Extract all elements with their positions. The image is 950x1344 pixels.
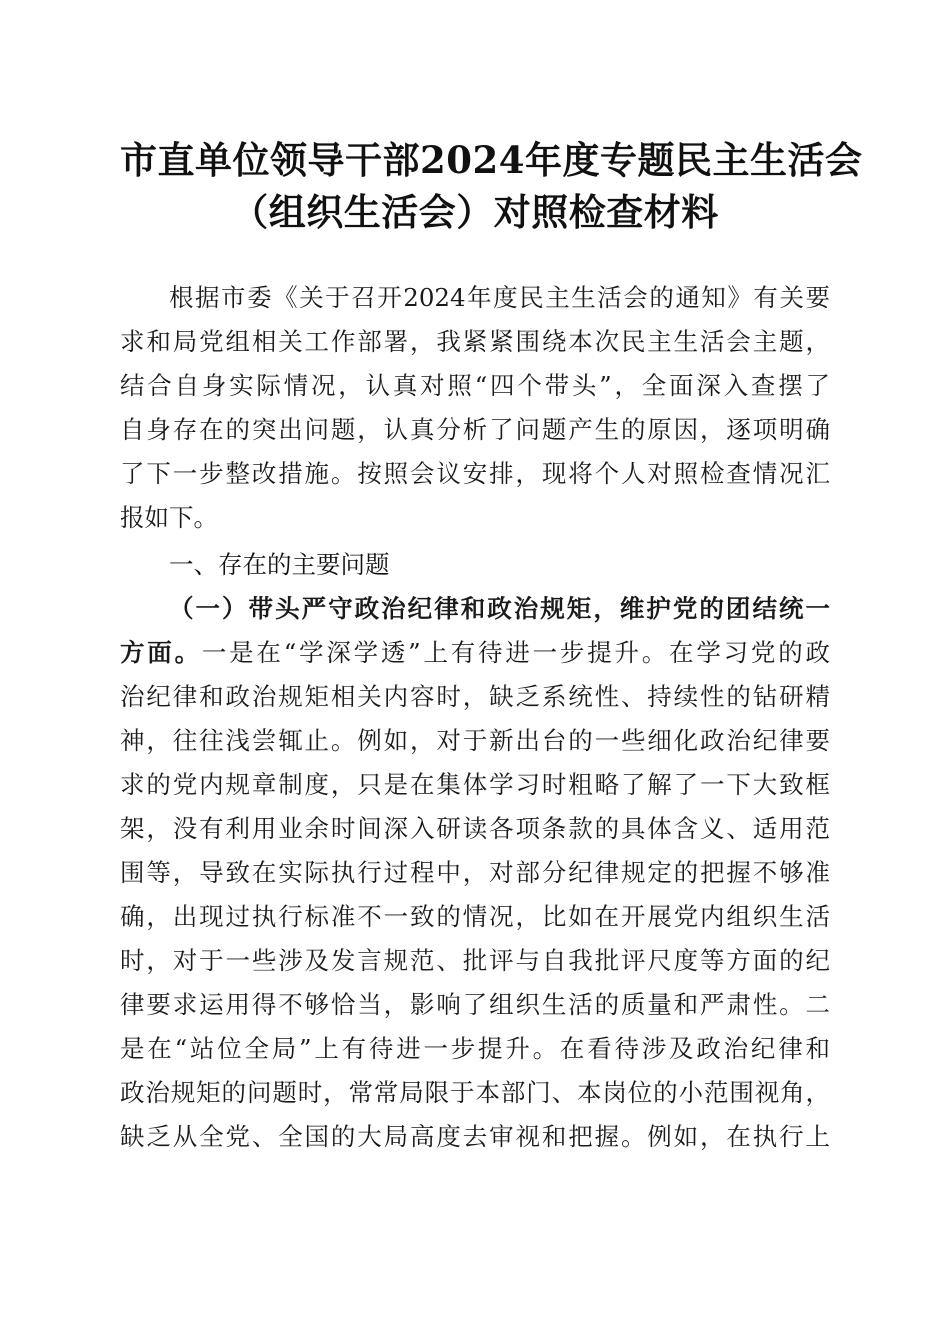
subsection-line: 缺乏从全党、全国的大局高度去审视和把握。例如，在执行上 bbox=[120, 1122, 830, 1151]
subsection-lead-part2: 方面。 bbox=[120, 638, 202, 667]
subsection-line: 确，出现过执行标准不一致的情况，比如在开展党内组织生活 bbox=[120, 902, 830, 931]
section-heading: 一、存在的主要问题 bbox=[169, 550, 390, 579]
document-title-line-2: （组织生活会）对照检查材料 bbox=[231, 190, 719, 234]
intro-line: 结合自身实际情况，认真对照“四个带头”，全面深入查摆了 bbox=[120, 371, 830, 400]
intro-line: 求和局党组相关工作部署，我紧紧围绕本次民主生活会主题， bbox=[120, 327, 830, 356]
subsection-line: 时，对于一些涉及发言规范、批评与自我批评尺度等方面的纪 bbox=[120, 946, 830, 975]
subsection-line-rest: 一是在“学深学透”上有待进一步提升。在学习党的政 bbox=[201, 638, 830, 667]
intro-line: 自身存在的突出问题，认真分析了问题产生的原因，逐项明确 bbox=[120, 415, 830, 444]
intro-line: 报如下。 bbox=[120, 503, 218, 532]
intro-line: 根据市委《关于召开2024年度民主生活会的通知》有关要 bbox=[169, 283, 830, 312]
subsection-line: 围等，导致在实际执行过程中，对部分纪律规定的把握不够准 bbox=[120, 858, 830, 887]
subsection-lead-line bbox=[169, 587, 830, 631]
subsection-line: 律要求运用得不够恰当，影响了组织生活的质量和严肃性。二 bbox=[120, 990, 830, 1019]
subsection-lead-part1: （一）带头严守政治纪律和政治规矩，维护党的团结统一 bbox=[169, 594, 830, 623]
subsection-line: 架，没有利用业余时间深入研读各项条款的具体含义、适用范 bbox=[120, 814, 830, 843]
intro-line: 了下一步整改措施。按照会议安排，现将个人对照检查情况汇 bbox=[120, 459, 830, 488]
subsection-line bbox=[120, 631, 830, 675]
subsection-line: 政治规矩的问题时，常常局限于本部门、本岗位的小范围视角， bbox=[120, 1078, 830, 1107]
subsection-line: 求的党内规章制度，只是在集体学习时粗略了解了一下大致框 bbox=[120, 770, 830, 799]
document-title-line-1: 市直单位领导干部2024年度专题民主生活会 bbox=[120, 138, 863, 182]
subsection-line: 是在“站位全局”上有待进一步提升。在看待涉及政治纪律和 bbox=[120, 1034, 830, 1063]
subsection-line: 治纪律和政治规矩相关内容时，缺乏系统性、持续性的钻研精 bbox=[120, 682, 830, 711]
subsection-line: 神，往往浅尝辄止。例如，对于新出台的一些细化政治纪律要 bbox=[120, 726, 830, 755]
